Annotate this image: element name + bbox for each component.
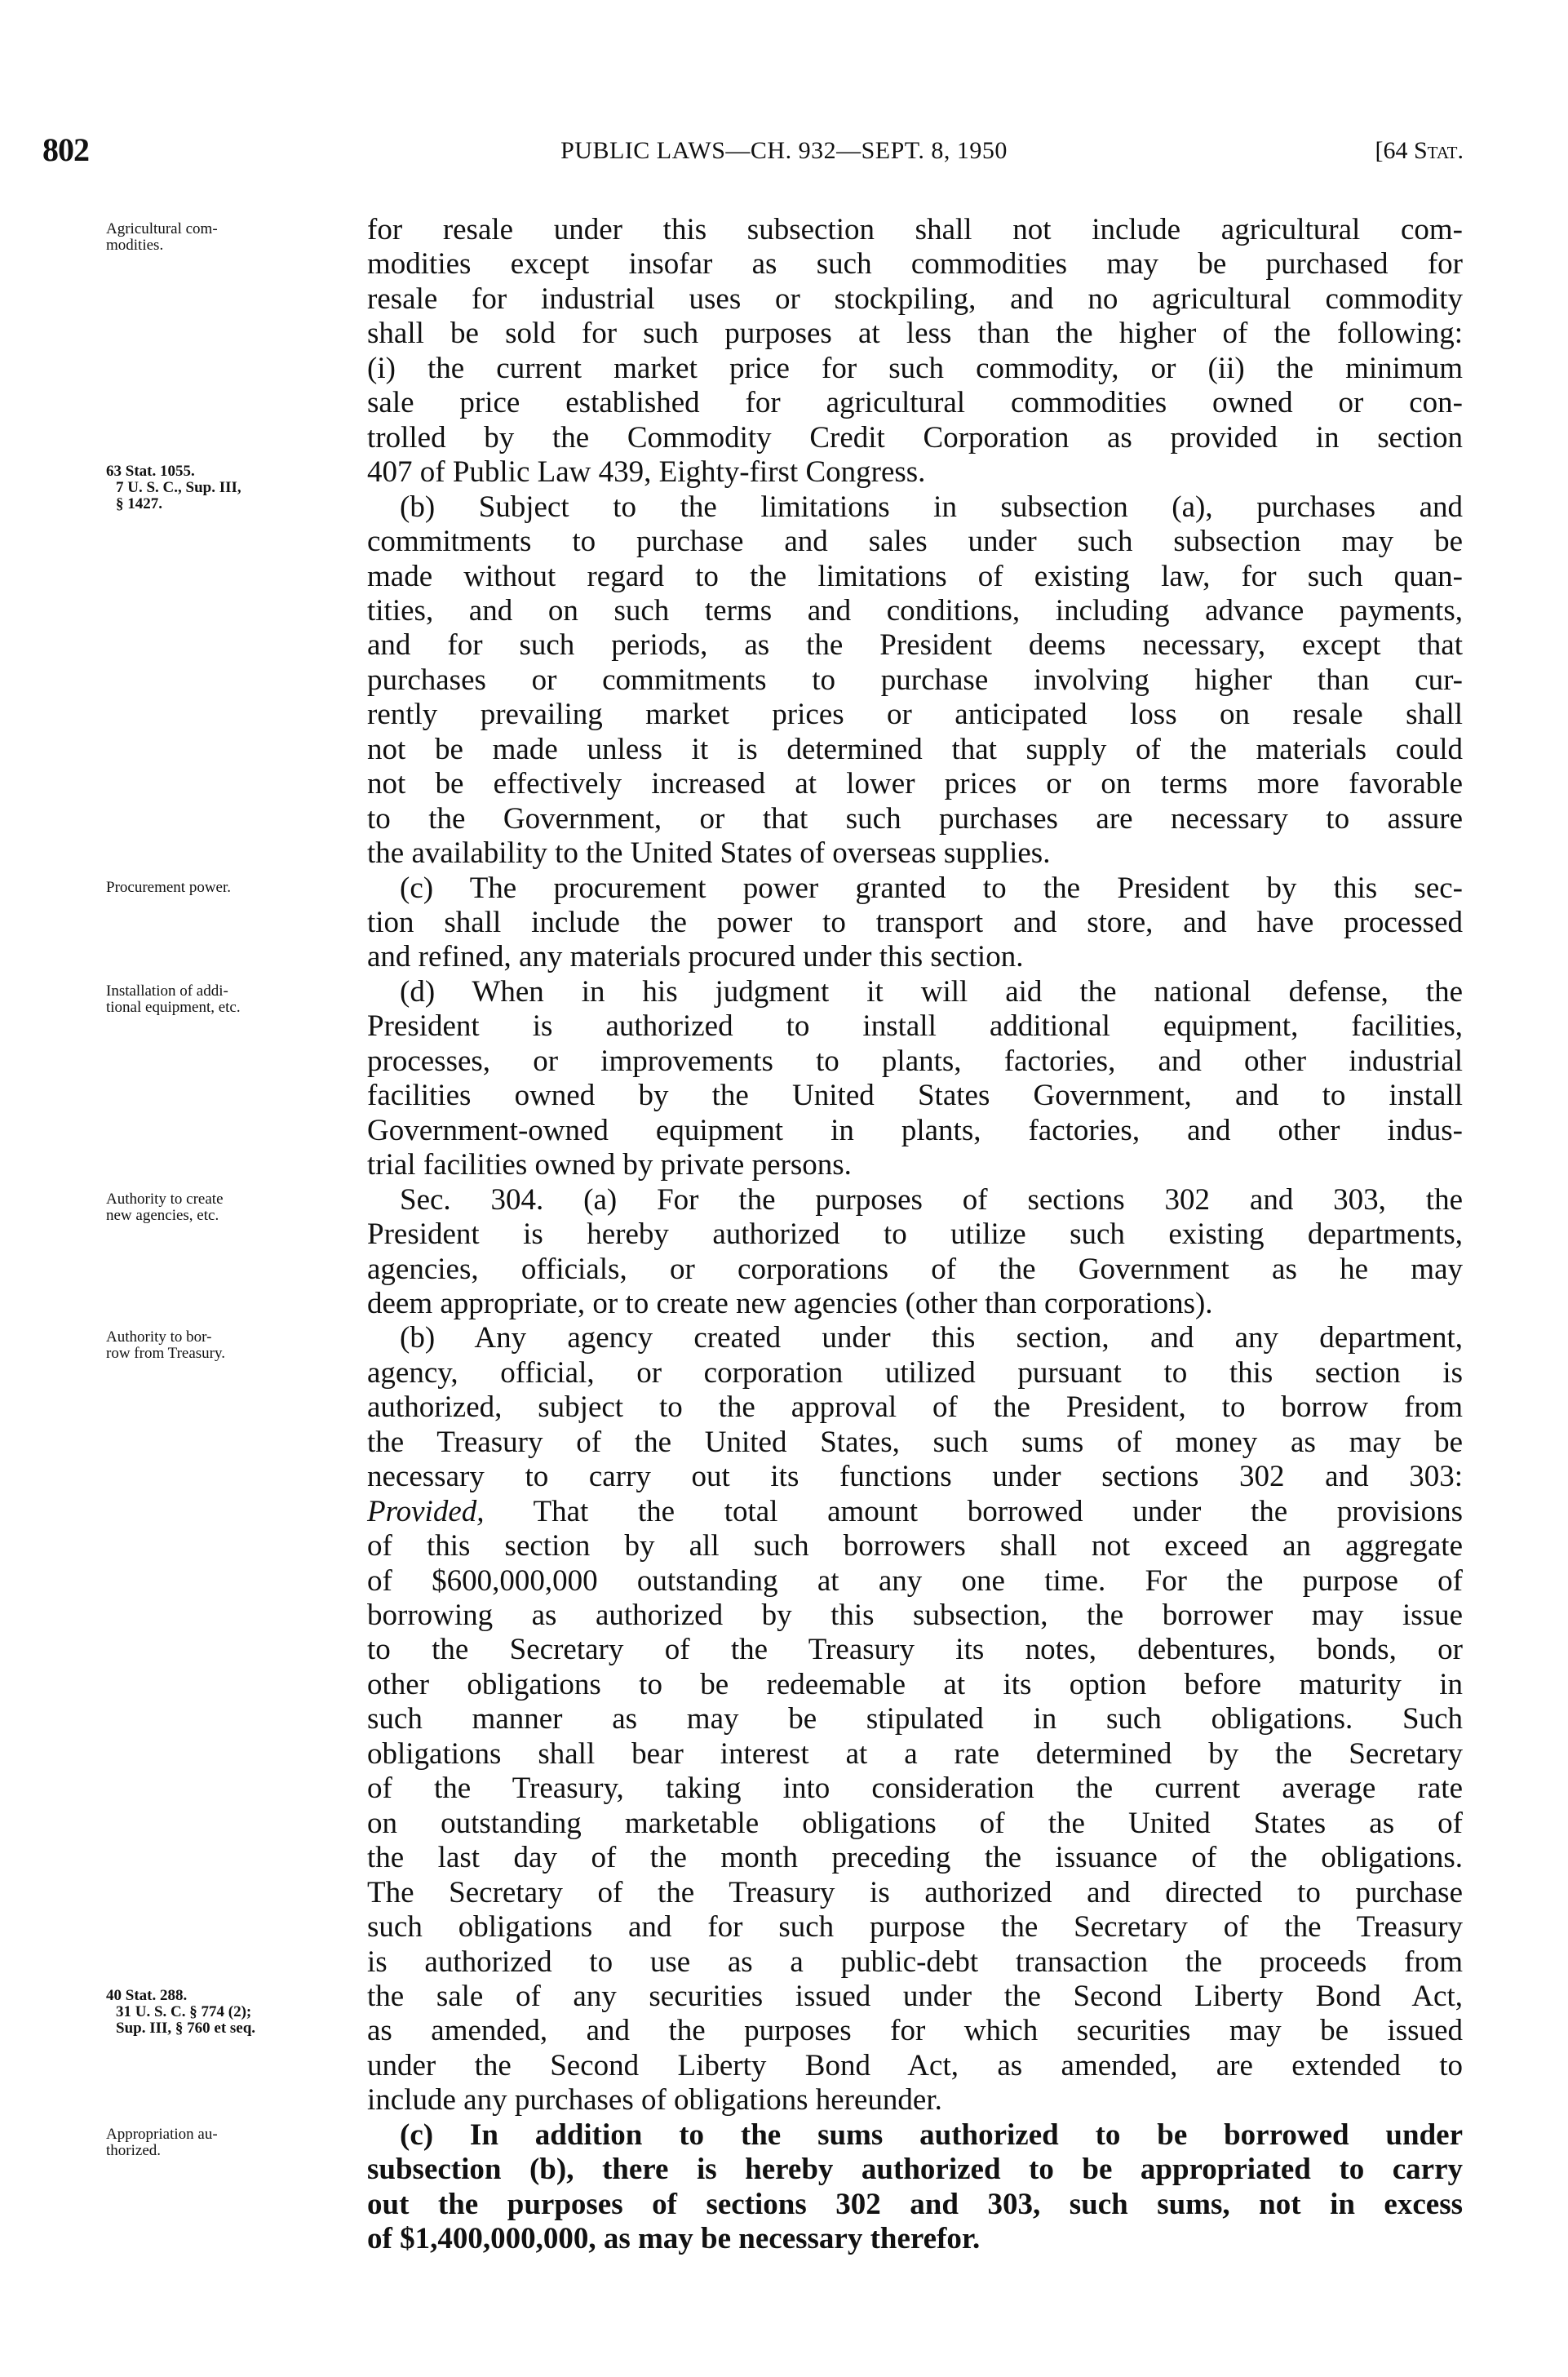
text-line bbox=[367, 1807, 1463, 1841]
margin-note-line: Authority to create bbox=[106, 1190, 224, 1208]
text-line bbox=[367, 1564, 1463, 1599]
line-text: Sec. 304. (a) For the purposes of sections 302 and 303, the bbox=[400, 1182, 1463, 1217]
text-line bbox=[367, 733, 1463, 767]
line-text: President is authorized to install additional equipment, facilities, bbox=[367, 1009, 1463, 1044]
line-text: tion shall include the power to transport and store, and have processed bbox=[367, 906, 1463, 939]
line-text: to the Secretary of the Treasury its notes, debentures, bonds, or bbox=[367, 1633, 1463, 1667]
italic-term: Provided, bbox=[367, 1494, 485, 1528]
line-text: such obligations and for such purpose the Secretary of the Treasury bbox=[367, 1910, 1463, 1945]
text-line bbox=[367, 1460, 1463, 1494]
text-line bbox=[367, 1390, 1463, 1425]
margin-note-line: tional equipment, etc. bbox=[106, 998, 241, 1016]
text-line bbox=[367, 2153, 1463, 2187]
line-text: commitments to purchase and sales under such subsection may be bbox=[367, 525, 1463, 559]
text-line bbox=[367, 1321, 1463, 1355]
line-text: tities, and on such terms and conditions, including advance payments, bbox=[367, 593, 1463, 628]
text-line bbox=[367, 1910, 1463, 1945]
margin-note-line: § 1427. bbox=[116, 495, 162, 513]
line-text: the last day of the month preceding the issuance of the obligations. bbox=[367, 1841, 1463, 1875]
text-line bbox=[367, 1426, 1463, 1460]
margin-note bbox=[106, 880, 351, 896]
line-text: of the Treasury, taking into consideration the current average rate bbox=[367, 1772, 1463, 1806]
line-text: (d) When in his judgment it will aid the national defense, the bbox=[400, 974, 1463, 1009]
line-text: (b) Any agency created under this section, and any department, bbox=[400, 1321, 1463, 1355]
text-line bbox=[367, 594, 1463, 628]
text-line bbox=[367, 698, 1463, 732]
margin-note-line: modities. bbox=[106, 237, 164, 254]
text-line bbox=[367, 317, 1463, 351]
line-text: The Secretary of the Treasury is authorized and directed to purchase bbox=[367, 1875, 1463, 1909]
running-title: PUBLIC LAWS—CH. 932—SEPT. 8, 1950 bbox=[560, 137, 1008, 164]
text-line bbox=[367, 1772, 1463, 1806]
line-text: not be effectively increased at lower prices or on terms more favorable bbox=[367, 767, 1463, 801]
text-line bbox=[367, 2083, 1463, 2118]
text-line bbox=[367, 1495, 1463, 1529]
line-text: deem appropriate, or to create new agencies (other than corporations). bbox=[367, 1286, 1213, 1320]
text-line bbox=[367, 560, 1463, 594]
text-line bbox=[367, 1253, 1463, 1287]
margin-note-line: 63 Stat. 1055. bbox=[106, 463, 195, 481]
text-line bbox=[367, 352, 1463, 386]
margin-note bbox=[106, 2126, 351, 2159]
line-text: (c) The procurement power granted to the President by this sec- bbox=[400, 871, 1463, 905]
text-line bbox=[367, 871, 1463, 906]
margin-note-line: Sup. III, § 760 et seq. bbox=[116, 2019, 256, 2037]
line-text: and refined, any materials procured under this section. bbox=[367, 940, 1024, 974]
line-text: the Treasury of the United States, such sums of money as may be bbox=[367, 1425, 1463, 1459]
text-line bbox=[367, 1945, 1463, 1980]
text-line bbox=[367, 1529, 1463, 1563]
margin-note-line: Procurement power. bbox=[106, 878, 232, 896]
line-text: necessary to carry out its functions under sections 302 and 303: bbox=[367, 1460, 1463, 1494]
text-line bbox=[367, 2014, 1463, 2048]
line-text: President is hereby authorized to utilize such existing departments, bbox=[367, 1217, 1463, 1252]
margin-note bbox=[106, 1191, 351, 1224]
text-line bbox=[367, 490, 1463, 525]
line-text: of $600,000,000 outstanding at any one time. For the purpose of bbox=[367, 1563, 1463, 1598]
text-line bbox=[367, 455, 1463, 490]
text-line bbox=[367, 2049, 1463, 2083]
text-line bbox=[367, 975, 1463, 1009]
line-text: (i) the current market price for such commodity, or (ii) the minimum bbox=[367, 351, 1463, 385]
text-line bbox=[367, 1287, 1463, 1321]
line-text: rently prevailing market prices or anticipated loss on resale shall bbox=[367, 698, 1463, 732]
margin-note-line: thorized. bbox=[106, 2141, 162, 2159]
text-line bbox=[367, 1702, 1463, 1736]
text-line bbox=[367, 1009, 1463, 1044]
text-line bbox=[367, 421, 1463, 455]
line-text: Government-owned equipment in plants, factories, and other indus- bbox=[367, 1113, 1463, 1147]
page-number: 802 bbox=[42, 131, 89, 168]
text-line bbox=[367, 1876, 1463, 1910]
margin-note bbox=[106, 983, 351, 1016]
text-line bbox=[367, 1079, 1463, 1113]
margin-note-line: Installation of addi- bbox=[106, 982, 228, 1000]
line-text: trial facilities owned by private persons. bbox=[367, 1148, 852, 1182]
text-line bbox=[367, 1633, 1463, 1667]
line-text: 407 of Public Law 439, Eighty-first Congress. bbox=[367, 455, 926, 490]
text-line bbox=[367, 525, 1463, 559]
line-text: is authorized to use as a public-debt transaction the proceeds from bbox=[367, 1945, 1463, 1979]
line-text: and for such periods, as the President deems necessary, except that bbox=[367, 628, 1463, 663]
line-text: modities except insofar as such commodities may be purchased for bbox=[367, 247, 1463, 282]
line-text: resale for industrial uses or stockpiling, and no agricultural commodity bbox=[367, 282, 1463, 316]
line-text: agencies, officials, or corporations of the Government as he may bbox=[367, 1252, 1463, 1286]
text-line bbox=[367, 1183, 1463, 1217]
line-text: made without regard to the limitations of existing law, for such quan- bbox=[367, 559, 1463, 593]
text-line bbox=[367, 1217, 1463, 1252]
text-line bbox=[367, 2188, 1463, 2222]
line-text: include any purchases of obligations hereunder. bbox=[367, 2083, 942, 2118]
line-text: on outstanding marketable obligations of the United States as of bbox=[367, 1806, 1463, 1840]
margin-note-line: Appropriation au- bbox=[106, 2125, 218, 2143]
margin-note-line: 7 U. S. C., Sup. III, bbox=[116, 479, 241, 497]
line-text: agency, official, or corporation utilized pursuant to this section is bbox=[367, 1355, 1463, 1390]
line-text: processes, or improvements to plants, factories, and other industrial bbox=[367, 1044, 1463, 1078]
line-text: the availability to the United States of overseas supplies. bbox=[367, 836, 1051, 871]
line-text: other obligations to be redeemable at its option before maturity in bbox=[367, 1667, 1463, 1701]
margin-note-line: new agencies, etc. bbox=[106, 1206, 219, 1224]
text-line bbox=[367, 1841, 1463, 1875]
text-line bbox=[367, 1980, 1463, 2014]
text-line bbox=[367, 386, 1463, 420]
line-text: borrowing as authorized by this subsection, the borrower may issue bbox=[367, 1599, 1463, 1632]
margin-note-line: 40 Stat. 288. bbox=[106, 1986, 188, 2004]
text-line bbox=[367, 767, 1463, 801]
margin-note bbox=[106, 221, 351, 254]
text-line bbox=[367, 836, 1463, 871]
text-line bbox=[367, 1356, 1463, 1390]
margin-note-line: Authority to bor- bbox=[106, 1328, 212, 1346]
line-text: (c) In addition to the sums authorized to be borrowed under bbox=[400, 2118, 1463, 2152]
line-text: subsection (b), there is hereby authorized to be appropriated to carry bbox=[367, 2153, 1463, 2187]
text-line bbox=[367, 247, 1463, 282]
text-line bbox=[367, 1737, 1463, 1772]
margin-note bbox=[106, 1988, 351, 2037]
text-line bbox=[367, 213, 1463, 247]
text-line bbox=[367, 1148, 1463, 1182]
line-text: obligations shall bear interest at a rate determined by the Secretary bbox=[367, 1736, 1463, 1771]
line-text: facilities owned by the United States Government, and to install bbox=[367, 1079, 1463, 1113]
line-text: as amended, and the purposes for which securities may be issued bbox=[367, 2014, 1463, 2048]
line-text: not be made unless it is determined that supply of the materials could bbox=[367, 732, 1463, 766]
line-text: under the Second Liberty Bond Act, as amended, are extended to bbox=[367, 2048, 1463, 2082]
line-text: for resale under this subsection shall not include agricultural com- bbox=[367, 213, 1463, 246]
line-text: That the total amount borrowed under the provisions bbox=[484, 1494, 1463, 1528]
line-text: purchases or commitments to purchase involving higher than cur- bbox=[367, 663, 1463, 697]
text-line bbox=[367, 940, 1463, 974]
line-text: the sale of any securities issued under the Second Liberty Bond Act, bbox=[367, 1979, 1463, 2013]
line-text: (b) Subject to the limitations in subsection (a), purchases and bbox=[400, 490, 1463, 524]
line-text: sale price established for agricultural commodities owned or con- bbox=[367, 386, 1463, 420]
line-text: trolled by the Commodity Credit Corporation as provided in section bbox=[367, 420, 1463, 455]
margin-note bbox=[106, 463, 351, 512]
text-line bbox=[367, 663, 1463, 698]
line-text: of this section by all such borrowers shall not exceed an aggregate bbox=[367, 1529, 1463, 1563]
text-line bbox=[367, 628, 1463, 663]
text-line bbox=[367, 906, 1463, 940]
line-text: to the Government, or that such purchases are necessary to assure bbox=[367, 801, 1463, 836]
margin-note-line: Agricultural com- bbox=[106, 220, 218, 237]
text-line bbox=[367, 1599, 1463, 1633]
margin-note-line: 31 U. S. C. § 774 (2); bbox=[116, 2002, 252, 2020]
text-line bbox=[367, 2222, 1463, 2256]
text-line bbox=[367, 1044, 1463, 1079]
line-text: authorized, subject to the approval of the President, to borrow from bbox=[367, 1390, 1463, 1425]
text-line bbox=[367, 2118, 1463, 2153]
text-line bbox=[367, 1114, 1463, 1148]
line-text: of $1,400,000,000, as may be necessary therefor. bbox=[367, 2222, 981, 2256]
volume-reference: [64 Stat. bbox=[1375, 137, 1464, 164]
line-text: out the purposes of sections 302 and 303, such sums, not in excess bbox=[367, 2187, 1463, 2221]
text-line bbox=[367, 1668, 1463, 1702]
line-text: such manner as may be stipulated in such obligations. Such bbox=[367, 1702, 1463, 1736]
line-text: shall be sold for such purposes at less than the higher of the following: bbox=[367, 317, 1463, 351]
text-line bbox=[367, 802, 1463, 836]
margin-note bbox=[106, 1329, 351, 1362]
margin-note-line: row from Treasury. bbox=[106, 1345, 226, 1363]
text-line bbox=[367, 282, 1463, 317]
